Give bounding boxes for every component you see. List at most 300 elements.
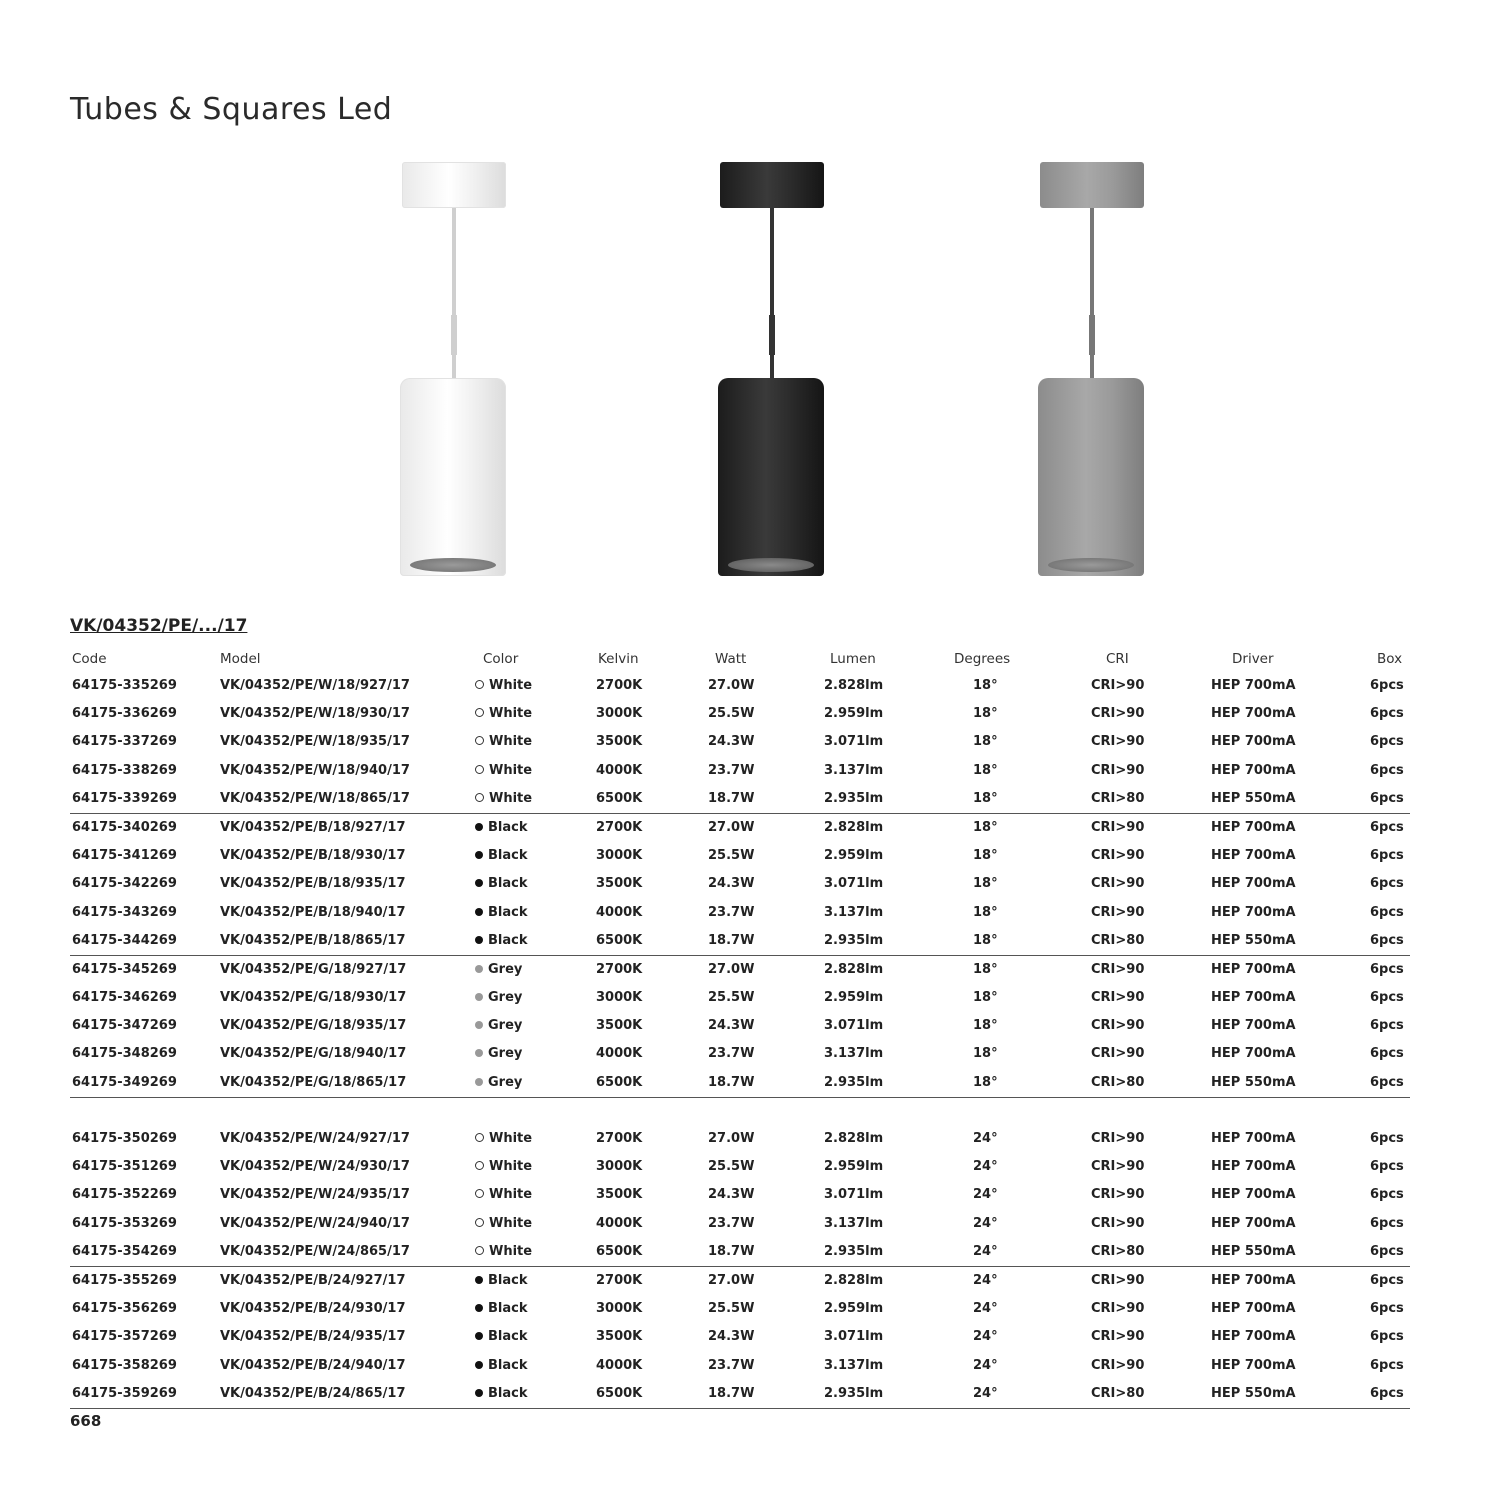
cell-driver: HEP 550mA: [1211, 1243, 1296, 1259]
cell-cri: CRI>80: [1091, 1243, 1145, 1259]
cell-box: 6pcs: [1370, 1385, 1404, 1401]
group-separator: [70, 1097, 1410, 1125]
cell-kelvin: 4000K: [596, 904, 643, 920]
table-row: [70, 870, 1410, 898]
cell-code: 64175-335269: [72, 678, 177, 693]
cell-degrees: 24°: [973, 1272, 998, 1288]
cell-code: 64175-352269: [72, 1187, 177, 1203]
cell-model: VK/04352/PE/W/18/930/17: [220, 706, 410, 722]
cell-box: 6pcs: [1370, 1018, 1404, 1034]
table-row: [70, 899, 1410, 927]
cell-code: 64175-347269: [72, 1018, 177, 1034]
cell-cri: CRI>90: [1091, 1357, 1145, 1373]
color-label: White: [489, 790, 533, 806]
cell-color: [475, 1153, 532, 1181]
header-cri: CRI: [1106, 651, 1129, 667]
color-label: Black: [488, 1301, 528, 1317]
color-label: Black: [488, 932, 528, 948]
cell-box: 6pcs: [1370, 1329, 1404, 1345]
cell-color: [475, 899, 528, 927]
color-swatch-icon: [475, 823, 483, 831]
cell-watt: 18.7W: [708, 932, 755, 948]
cell-code: 64175-356269: [72, 1301, 177, 1317]
cell-degrees: 18°: [973, 819, 998, 835]
cell-watt: 25.5W: [708, 706, 755, 722]
cell-cri: CRI>90: [1091, 1159, 1145, 1175]
color-swatch-icon: [475, 1332, 483, 1340]
cell-code: 64175-338269: [72, 762, 177, 778]
cell-kelvin: 2700K: [596, 819, 643, 835]
table-row: [70, 813, 1410, 842]
table-row: [70, 927, 1410, 955]
color-label: Black: [488, 1357, 528, 1373]
table-row: [70, 984, 1410, 1012]
cell-model: VK/04352/PE/W/18/940/17: [220, 762, 410, 778]
cell-code: 64175-354269: [72, 1243, 177, 1259]
table-row: [70, 1012, 1410, 1040]
cell-color: [475, 1352, 528, 1380]
color-label: White: [489, 734, 533, 750]
cell-kelvin: 3000K: [596, 1301, 643, 1317]
cell-cri: CRI>90: [1091, 678, 1145, 693]
color-label: White: [489, 1159, 533, 1175]
cell-kelvin: 3000K: [596, 990, 643, 1006]
cell-watt: 24.3W: [708, 1018, 755, 1034]
cell-driver: HEP 700mA: [1211, 678, 1296, 693]
cell-model: VK/04352/PE/B/24/940/17: [220, 1357, 406, 1373]
cell-kelvin: 2700K: [596, 961, 643, 977]
cell-box: 6pcs: [1370, 876, 1404, 892]
cell-code: 64175-350269: [72, 1131, 177, 1146]
cell-model: VK/04352/PE/G/18/940/17: [220, 1046, 407, 1062]
cell-driver: HEP 700mA: [1211, 762, 1296, 778]
cell-cri: CRI>80: [1091, 932, 1145, 948]
cell-driver: HEP 700mA: [1211, 706, 1296, 722]
cell-driver: HEP 700mA: [1211, 734, 1296, 750]
color-swatch-icon: [475, 708, 484, 717]
color-label: White: [489, 1131, 533, 1146]
cell-box: 6pcs: [1370, 678, 1404, 693]
cell-lumen: 2.828lm: [824, 1131, 884, 1146]
cell-code: 64175-349269: [72, 1074, 177, 1090]
cell-cri: CRI>90: [1091, 1187, 1145, 1203]
cell-watt: 18.7W: [708, 790, 755, 806]
color-label: Grey: [488, 961, 523, 977]
cell-model: VK/04352/PE/W/18/927/17: [220, 678, 410, 693]
cell-cri: CRI>90: [1091, 848, 1145, 864]
cell-degrees: 24°: [973, 1329, 998, 1345]
cell-kelvin: 2700K: [596, 678, 643, 693]
cell-box: 6pcs: [1370, 762, 1404, 778]
cell-code: 64175-351269: [72, 1159, 177, 1175]
cell-kelvin: 3500K: [596, 1329, 643, 1345]
cell-color: [475, 870, 528, 898]
table-row: [70, 1069, 1410, 1097]
cell-code: 64175-344269: [72, 932, 177, 948]
header-lumen: Lumen: [830, 651, 876, 667]
cell-lumen: 2.935lm: [824, 1074, 884, 1090]
cell-box: 6pcs: [1370, 1301, 1404, 1317]
cell-watt: 24.3W: [708, 1187, 755, 1203]
cell-cri: CRI>80: [1091, 790, 1145, 806]
cell-cri: CRI>90: [1091, 961, 1145, 977]
cell-driver: HEP 700mA: [1211, 819, 1296, 835]
cell-kelvin: 3500K: [596, 1187, 643, 1203]
cell-kelvin: 3500K: [596, 734, 643, 750]
cell-cri: CRI>90: [1091, 819, 1145, 835]
cell-watt: 18.7W: [708, 1074, 755, 1090]
cell-model: VK/04352/PE/G/18/865/17: [220, 1074, 407, 1090]
table-row: [70, 1323, 1410, 1351]
cell-degrees: 18°: [973, 876, 998, 892]
header-watt: Watt: [715, 651, 747, 667]
cell-driver: HEP 700mA: [1211, 1131, 1296, 1146]
cell-model: VK/04352/PE/B/18/935/17: [220, 876, 406, 892]
color-swatch-icon: [475, 936, 483, 944]
cell-box: 6pcs: [1370, 1215, 1404, 1231]
header-box: Box: [1377, 651, 1403, 667]
cell-cri: CRI>90: [1091, 706, 1145, 722]
cell-kelvin: 6500K: [596, 1385, 643, 1401]
cell-model: VK/04352/PE/W/24/927/17: [220, 1131, 410, 1146]
cell-watt: 25.5W: [708, 848, 755, 864]
cell-kelvin: 2700K: [596, 1131, 643, 1146]
cell-lumen: 3.071lm: [824, 876, 884, 892]
header-kelvin: Kelvin: [598, 651, 639, 667]
cell-cri: CRI>90: [1091, 904, 1145, 920]
cell-watt: 23.7W: [708, 1357, 755, 1373]
color-swatch-icon: [475, 1021, 483, 1029]
cell-model: VK/04352/PE/W/24/935/17: [220, 1187, 410, 1203]
cell-watt: 24.3W: [708, 734, 755, 750]
cell-box: 6pcs: [1370, 1131, 1404, 1146]
cell-code: 64175-359269: [72, 1385, 177, 1401]
header-driver: Driver: [1232, 651, 1274, 667]
cell-code: 64175-340269: [72, 819, 177, 835]
cell-kelvin: 3000K: [596, 1159, 643, 1175]
table-row: [70, 757, 1410, 785]
cell-color: [475, 785, 532, 813]
cell-box: 6pcs: [1370, 1272, 1404, 1288]
color-swatch-icon: [475, 1189, 484, 1198]
color-label: Black: [488, 1385, 528, 1401]
color-label: Grey: [488, 1074, 523, 1090]
color-swatch-icon: [475, 736, 484, 745]
cell-lumen: 3.137lm: [824, 1357, 884, 1373]
color-swatch-icon: [475, 965, 483, 973]
cell-box: 6pcs: [1370, 790, 1404, 806]
cell-code: 64175-336269: [72, 706, 177, 722]
cell-degrees: 24°: [973, 1385, 998, 1401]
cell-color: [475, 814, 528, 842]
color-swatch-icon: [475, 1218, 484, 1227]
cell-driver: HEP 550mA: [1211, 1385, 1296, 1401]
color-label: Black: [488, 848, 528, 864]
cell-kelvin: 4000K: [596, 1357, 643, 1373]
section-title: VK/04352/PE/.../17: [70, 616, 248, 636]
spec-table: [70, 648, 1410, 1409]
cell-watt: 25.5W: [708, 1301, 755, 1317]
color-label: White: [489, 1187, 533, 1203]
cell-driver: HEP 700mA: [1211, 876, 1296, 892]
color-label: White: [489, 678, 533, 693]
color-swatch-icon: [475, 1078, 483, 1086]
cell-cri: CRI>90: [1091, 990, 1145, 1006]
color-swatch-icon: [475, 1246, 484, 1255]
table-row: [70, 1153, 1410, 1181]
cell-model: VK/04352/PE/B/18/865/17: [220, 932, 406, 948]
cell-color: [475, 1210, 532, 1238]
cell-model: VK/04352/PE/W/24/865/17: [220, 1243, 410, 1259]
cell-code: 64175-358269: [72, 1357, 177, 1373]
cell-box: 6pcs: [1370, 706, 1404, 722]
cell-kelvin: 3500K: [596, 1018, 643, 1034]
cell-watt: 27.0W: [708, 1131, 755, 1146]
color-swatch-icon: [475, 851, 483, 859]
color-swatch-icon: [475, 1361, 483, 1369]
cell-driver: HEP 700mA: [1211, 1018, 1296, 1034]
cell-degrees: 18°: [973, 1046, 998, 1062]
cell-model: VK/04352/PE/W/24/940/17: [220, 1215, 410, 1231]
cell-kelvin: 6500K: [596, 1243, 643, 1259]
cell-cri: CRI>90: [1091, 1131, 1145, 1146]
cell-color: [475, 728, 532, 756]
color-label: White: [489, 762, 533, 778]
cell-cri: CRI>90: [1091, 1329, 1145, 1345]
color-swatch-icon: [475, 1389, 483, 1397]
cell-lumen: 2.935lm: [824, 1385, 884, 1401]
cell-lumen: 2.959lm: [824, 990, 884, 1006]
cell-watt: 27.0W: [708, 1272, 755, 1288]
cell-box: 6pcs: [1370, 1046, 1404, 1062]
table-row: [70, 1040, 1410, 1068]
table-header: [70, 648, 1410, 672]
header-code: Code: [72, 651, 107, 667]
cell-lumen: 3.071lm: [824, 1187, 884, 1203]
cell-driver: HEP 700mA: [1211, 904, 1296, 920]
cell-color: [475, 757, 532, 785]
cell-lumen: 2.935lm: [824, 790, 884, 806]
cell-code: 64175-345269: [72, 961, 177, 977]
cell-cri: CRI>90: [1091, 1046, 1145, 1062]
color-label: White: [489, 1243, 533, 1259]
cell-color: [475, 927, 528, 955]
pendant-lamp-black-image: [718, 160, 828, 585]
cell-watt: 18.7W: [708, 1243, 755, 1259]
page-number: 668: [70, 1412, 102, 1430]
cell-degrees: 24°: [973, 1159, 998, 1175]
color-swatch-icon: [475, 879, 483, 887]
cell-model: VK/04352/PE/B/24/935/17: [220, 1329, 406, 1345]
cell-watt: 25.5W: [708, 990, 755, 1006]
cell-watt: 18.7W: [708, 1385, 755, 1401]
cell-driver: HEP 700mA: [1211, 1187, 1296, 1203]
table-row: [70, 1380, 1410, 1409]
cell-model: VK/04352/PE/B/24/865/17: [220, 1385, 406, 1401]
cell-color: [475, 1380, 528, 1408]
cell-color: [475, 1012, 522, 1040]
cell-color: [475, 700, 532, 728]
cell-color: [475, 1040, 522, 1068]
color-label: Grey: [488, 1018, 523, 1034]
cell-lumen: 3.071lm: [824, 1018, 884, 1034]
cell-cri: CRI>90: [1091, 1215, 1145, 1231]
cell-cri: CRI>90: [1091, 762, 1145, 778]
cell-watt: 23.7W: [708, 1046, 755, 1062]
cell-color: [475, 1125, 532, 1153]
cell-model: VK/04352/PE/G/18/935/17: [220, 1018, 407, 1034]
table-row: [70, 955, 1410, 984]
cell-lumen: 2.959lm: [824, 1301, 884, 1317]
cell-model: VK/04352/PE/W/18/865/17: [220, 790, 410, 806]
cell-driver: HEP 700mA: [1211, 1215, 1296, 1231]
table-row: [70, 1238, 1410, 1266]
cell-watt: 27.0W: [708, 819, 755, 835]
cell-watt: 23.7W: [708, 762, 755, 778]
cell-color: [475, 1181, 532, 1209]
cell-watt: 24.3W: [708, 876, 755, 892]
cell-color: [475, 1069, 522, 1097]
cell-code: 64175-353269: [72, 1215, 177, 1231]
cell-watt: 23.7W: [708, 1215, 755, 1231]
color-label: Black: [488, 1272, 528, 1288]
header-model: Model: [220, 651, 261, 667]
page-title: Tubes & Squares Led: [70, 92, 393, 127]
cell-driver: HEP 700mA: [1211, 990, 1296, 1006]
cell-kelvin: 4000K: [596, 1046, 643, 1062]
table-row: [70, 842, 1410, 870]
cell-cri: CRI>80: [1091, 1385, 1145, 1401]
cell-lumen: 3.137lm: [824, 1046, 884, 1062]
pendant-lamp-grey-image: [1038, 160, 1148, 585]
cell-driver: HEP 700mA: [1211, 848, 1296, 864]
cell-cri: CRI>90: [1091, 1272, 1145, 1288]
cell-degrees: 24°: [973, 1243, 998, 1259]
cell-degrees: 18°: [973, 678, 998, 693]
cell-cri: CRI>90: [1091, 734, 1145, 750]
cell-watt: 27.0W: [708, 678, 755, 693]
pendant-lamp-white-image: [400, 160, 510, 585]
cell-driver: HEP 700mA: [1211, 1272, 1296, 1288]
cell-lumen: 3.071lm: [824, 734, 884, 750]
color-swatch-icon: [475, 1133, 484, 1142]
cell-cri: CRI>90: [1091, 1018, 1145, 1034]
color-swatch-icon: [475, 765, 484, 774]
cell-driver: HEP 700mA: [1211, 1159, 1296, 1175]
cell-box: 6pcs: [1370, 904, 1404, 920]
cell-watt: 27.0W: [708, 961, 755, 977]
cell-box: 6pcs: [1370, 932, 1404, 948]
cell-code: 64175-337269: [72, 734, 177, 750]
color-label: Grey: [488, 990, 523, 1006]
cell-box: 6pcs: [1370, 990, 1404, 1006]
cell-color: [475, 1238, 532, 1266]
cell-code: 64175-341269: [72, 848, 177, 864]
cell-code: 64175-343269: [72, 904, 177, 920]
color-swatch-icon: [475, 993, 483, 1001]
cell-box: 6pcs: [1370, 961, 1404, 977]
cell-lumen: 2.959lm: [824, 706, 884, 722]
table-row: [70, 1210, 1410, 1238]
table-row: [70, 728, 1410, 756]
table-row: [70, 700, 1410, 728]
cell-box: 6pcs: [1370, 848, 1404, 864]
cell-degrees: 24°: [973, 1187, 998, 1203]
cell-color: [475, 672, 532, 700]
cell-watt: 23.7W: [708, 904, 755, 920]
table-row: [70, 1181, 1410, 1209]
cell-kelvin: 3000K: [596, 848, 643, 864]
color-swatch-icon: [475, 908, 483, 916]
color-label: White: [489, 1215, 533, 1231]
cell-degrees: 24°: [973, 1131, 998, 1146]
cell-box: 6pcs: [1370, 1243, 1404, 1259]
cell-model: VK/04352/PE/W/18/935/17: [220, 734, 410, 750]
color-swatch-icon: [475, 1304, 483, 1312]
cell-box: 6pcs: [1370, 1357, 1404, 1373]
cell-lumen: 2.828lm: [824, 961, 884, 977]
cell-model: VK/04352/PE/B/24/927/17: [220, 1272, 406, 1288]
cell-model: VK/04352/PE/B/18/927/17: [220, 819, 406, 835]
cell-model: VK/04352/PE/B/18/930/17: [220, 848, 406, 864]
cell-code: 64175-346269: [72, 990, 177, 1006]
cell-cri: CRI>80: [1091, 1074, 1145, 1090]
cell-cri: CRI>90: [1091, 876, 1145, 892]
cell-model: VK/04352/PE/G/18/930/17: [220, 990, 407, 1006]
color-swatch-icon: [475, 1276, 483, 1284]
cell-degrees: 24°: [973, 1215, 998, 1231]
cell-box: 6pcs: [1370, 819, 1404, 835]
table-row: [70, 672, 1410, 700]
cell-degrees: 18°: [973, 790, 998, 806]
cell-color: [475, 1323, 528, 1351]
cell-lumen: 2.935lm: [824, 1243, 884, 1259]
color-swatch-icon: [475, 793, 484, 802]
cell-lumen: 3.071lm: [824, 1329, 884, 1345]
cell-driver: HEP 700mA: [1211, 1357, 1296, 1373]
cell-model: VK/04352/PE/G/18/927/17: [220, 961, 407, 977]
color-label: Black: [488, 819, 528, 835]
cell-code: 64175-357269: [72, 1329, 177, 1345]
cell-code: 64175-355269: [72, 1272, 177, 1288]
cell-code: 64175-339269: [72, 790, 177, 806]
header-degrees: Degrees: [954, 651, 1011, 667]
color-swatch-icon: [475, 1049, 483, 1057]
color-label: Grey: [488, 1046, 523, 1062]
cell-lumen: 2.959lm: [824, 848, 884, 864]
cell-color: [475, 956, 522, 984]
color-label: Black: [488, 904, 528, 920]
cell-box: 6pcs: [1370, 734, 1404, 750]
cell-color: [475, 1267, 528, 1295]
color-label: Black: [488, 876, 528, 892]
cell-lumen: 2.828lm: [824, 819, 884, 835]
cell-driver: HEP 700mA: [1211, 1046, 1296, 1062]
table-body: [70, 672, 1410, 1409]
cell-driver: HEP 700mA: [1211, 1329, 1296, 1345]
table-row: [70, 1352, 1410, 1380]
table-row: [70, 1295, 1410, 1323]
cell-driver: HEP 550mA: [1211, 1074, 1296, 1090]
color-label: Black: [488, 1329, 528, 1345]
cell-driver: HEP 550mA: [1211, 932, 1296, 948]
header-color: Color: [483, 651, 519, 667]
cell-degrees: 18°: [973, 1074, 998, 1090]
cell-lumen: 2.959lm: [824, 1159, 884, 1175]
cell-degrees: 18°: [973, 990, 998, 1006]
cell-driver: HEP 700mA: [1211, 961, 1296, 977]
cell-lumen: 3.137lm: [824, 1215, 884, 1231]
